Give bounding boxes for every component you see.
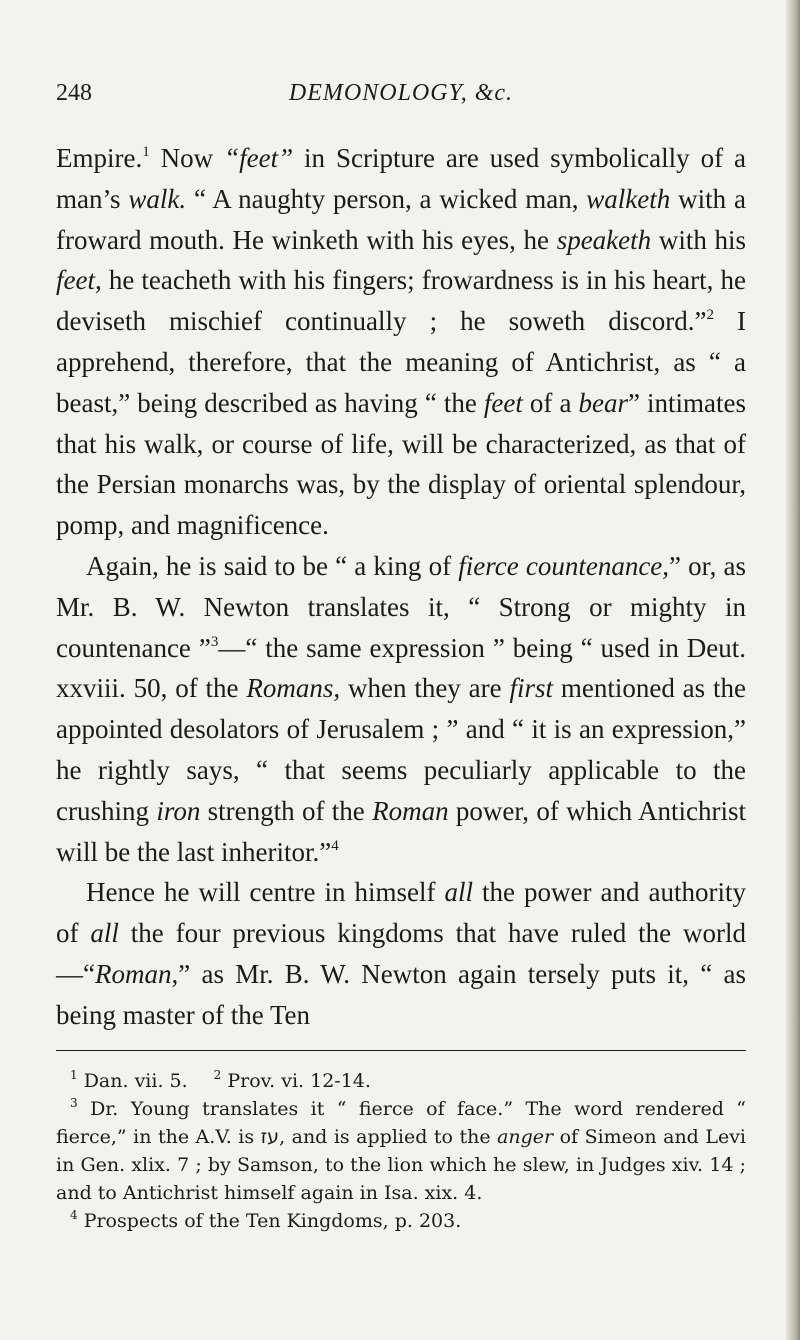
- footnote-4: [56, 1207, 746, 1235]
- text-run: in Scripture are used symbolically of a man’s: [56, 143, 746, 214]
- footnote-divider: [56, 1050, 746, 1051]
- italic-run: feet: [483, 387, 523, 418]
- text-run: Hence he will centre in himself: [86, 877, 445, 908]
- paragraph-2: [56, 546, 746, 872]
- running-header: [56, 80, 746, 118]
- text-run: Again, he is said to be “ a king of: [86, 550, 459, 581]
- text-run: “ A naughty person, a wicked man,: [186, 183, 587, 214]
- footnote-mark-4: 4: [70, 1207, 78, 1222]
- paragraph-3: [56, 872, 746, 1035]
- text-run: Now: [149, 143, 225, 173]
- italic-run: speaketh: [556, 224, 652, 255]
- text-run: mentioned as the appointed desolators of Jerusalem ; ” and “ it is an expression,” he rightly says, “ that seems peculiarly applicable to the crushing: [56, 673, 746, 826]
- italic-run: Roman: [372, 795, 449, 826]
- running-title: DEMONOLOGY, &c.: [288, 80, 514, 106]
- text-run: Empire.: [56, 143, 143, 173]
- footnote-3: [56, 1095, 746, 1207]
- italic-run: all: [444, 877, 473, 908]
- page-number: 248: [56, 80, 92, 106]
- italic-run: walk.: [128, 183, 187, 214]
- italic-run: walketh: [586, 183, 671, 214]
- book-page: [56, 80, 746, 1235]
- paragraph-1: [56, 138, 746, 546]
- text-run: ” or, as Mr. B. W. Newton translates it, “ Strong or mighty in countenance ”: [56, 550, 746, 663]
- text-run: ” as Mr. B. W. Newton again tersely puts it, “ as being master of the Ten: [56, 958, 746, 1030]
- footnote-4-text: Prospects of the Ten Kingdoms, p. 203.: [83, 1209, 462, 1232]
- main-text: [56, 138, 746, 1036]
- italic-run: all: [90, 918, 119, 949]
- footnote-mark-2: 2: [213, 1067, 222, 1082]
- italic-run: fierce countenance,: [458, 550, 670, 581]
- text-run: I apprehend, therefore, that the meaning of Antichrist, as “ a beast,” being described as having “ the: [56, 306, 746, 418]
- text-run: of Simeon and Levi in Gen. xlix. 7 ; by Samson, to the lion which he slew, in Judges xiv. 14 ; and to Antichrist himself again in Isa. xix. 4.: [56, 1125, 747, 1204]
- italic-run: anger: [497, 1125, 554, 1148]
- italic-run: first: [509, 673, 553, 704]
- text-run: , and is applied to the: [279, 1125, 498, 1148]
- text-run: he teacheth with his fingers; frowardness is in his heart, he deviseth mischief continually ; he soweth discord.”: [56, 265, 746, 337]
- text-run: when they are: [340, 673, 510, 704]
- text-run: with his: [651, 224, 746, 255]
- footnote-mark-1: 1: [70, 1067, 78, 1082]
- text-run: ” intimates that his walk, or course of life, will be characterized, as that of the Persian monarchs was, by the display of oriental splendour, pomp, and magnificence.: [56, 387, 747, 541]
- footnotes: [56, 1067, 746, 1235]
- italic-run: bear: [578, 387, 628, 418]
- page-edge-shadow: [786, 0, 800, 1340]
- footnote-mark-3: 3: [70, 1095, 78, 1110]
- footnote-1-text: Dan. vii. 5.: [83, 1069, 188, 1092]
- footnote-ref-3: 3: [210, 633, 219, 650]
- italic-run: Romans,: [246, 673, 341, 704]
- hebrew-word: עז: [260, 1125, 280, 1148]
- footnote-ref-1: 1: [142, 144, 150, 160]
- text-run: the power and authority of: [56, 877, 746, 949]
- footnote-2-text: Prov. vi. 12-14.: [227, 1069, 371, 1092]
- footnote-ref-2: 2: [706, 307, 714, 324]
- footnotes-1-2: [56, 1067, 746, 1095]
- text-run: power, of which Antichrist will be the last inheritor.”: [56, 795, 747, 867]
- italic-run: “feet”: [224, 143, 294, 173]
- italic-run: feet,: [56, 265, 102, 296]
- text-run: strength of the: [200, 795, 373, 826]
- italic-run: Roman,: [94, 958, 179, 989]
- text-run: with a froward mouth. He winketh with his eyes, he: [56, 183, 746, 255]
- italic-run: iron: [156, 795, 201, 826]
- text-run: the four previous kingdoms that have ruled the world—“: [56, 918, 746, 989]
- text-run: Dr. Young translates it “ fierce of face.” The word rendered “ fierce,” in the A.V. is: [56, 1097, 746, 1148]
- text-run: of a: [522, 387, 579, 418]
- text-run: —“ the same expression ” being “ used in Deut. xxviii. 50, of the: [56, 632, 746, 704]
- footnote-ref-4: 4: [331, 837, 339, 854]
